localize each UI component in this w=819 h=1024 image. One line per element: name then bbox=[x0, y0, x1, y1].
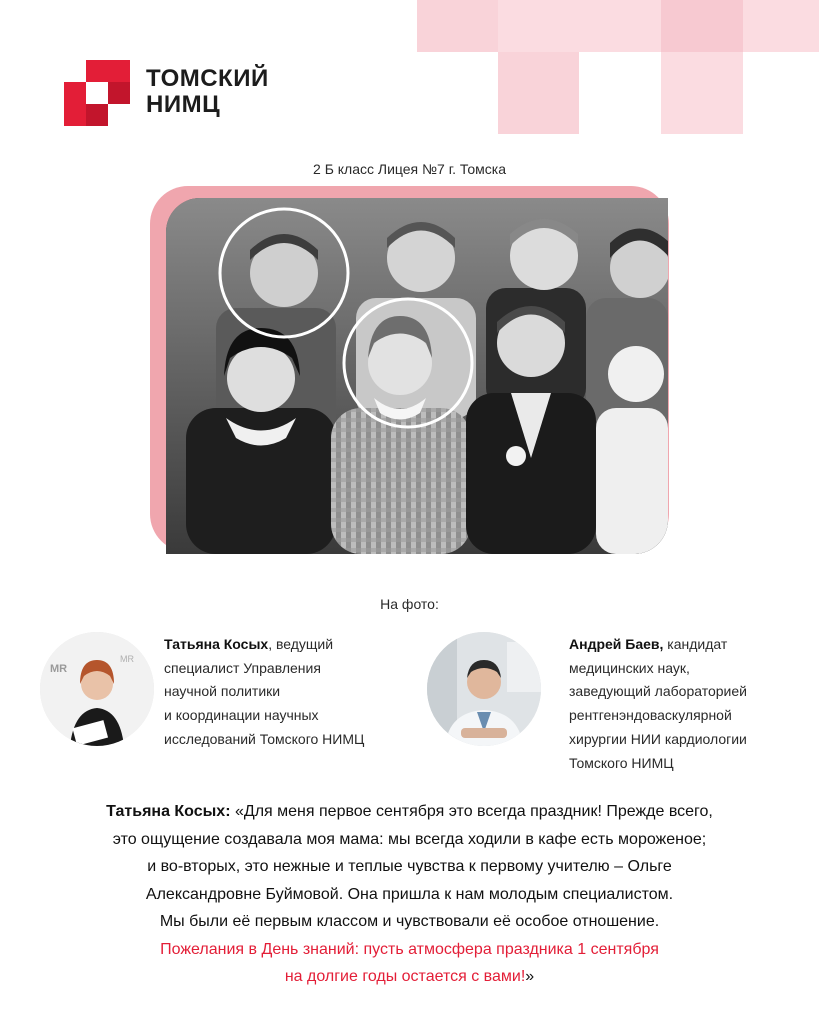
person2-name: Андрей Баев, bbox=[569, 636, 664, 652]
person1-line: и координации научных bbox=[164, 707, 319, 724]
decor-square bbox=[661, 0, 743, 52]
decor-square bbox=[661, 52, 743, 134]
person2-line: хирургии НИИ кардиологии bbox=[569, 730, 747, 747]
logo-line1: ТОМСКИЙ bbox=[146, 65, 269, 92]
wish-line: Пожелания в День знаний: пусть атмосфера праздника 1 сентября bbox=[160, 940, 659, 958]
person2-line: кандидат bbox=[663, 636, 728, 652]
quote-closing: » bbox=[525, 968, 535, 985]
quote-line: и во-вторых, это нежные и теплые чувства к первому учителю – Ольге bbox=[147, 858, 672, 875]
decor-square bbox=[743, 0, 819, 52]
person1-line: научной политики bbox=[164, 683, 281, 700]
quote-line: это ощущение создавала моя мама: мы всегда ходили в кафе есть мороженое; bbox=[112, 830, 707, 848]
photo-caption: 2 Б класс Лицея №7 г. Томска bbox=[313, 161, 506, 177]
logo-icon bbox=[64, 60, 130, 126]
avatar bbox=[40, 632, 154, 746]
svg-text:MR: MR bbox=[50, 663, 68, 675]
quote-line: Мы были её первым классом и чувствовали её особое отношение. bbox=[159, 913, 660, 930]
quote-line: Александровне Буймовой. Она пришла к нам молодым специалистом. bbox=[145, 885, 674, 903]
decor-square bbox=[498, 52, 579, 134]
quote-line: «Для меня первое сентября это всегда праздник! Прежде всего, bbox=[230, 803, 713, 820]
wish-line: на долгие годы остается с вами! bbox=[284, 968, 526, 985]
person2-line: рентгенэндоваскулярной bbox=[569, 707, 732, 724]
svg-text:MR: MR bbox=[120, 654, 134, 664]
person1-line: исследований Томского НИМЦ bbox=[164, 730, 365, 747]
quote-block bbox=[30, 798, 789, 991]
person2-line: медицинских наук, bbox=[569, 659, 690, 676]
person1-line: , ведущий bbox=[268, 636, 334, 652]
quote-author: Татьяна Косых: bbox=[106, 803, 231, 820]
person2-description bbox=[569, 633, 809, 775]
decor-square bbox=[417, 0, 498, 52]
avatar bbox=[427, 632, 541, 746]
class-photo bbox=[166, 198, 668, 554]
logo-line2: НИМЦ bbox=[146, 91, 221, 118]
on-photo-heading: На фото: bbox=[380, 596, 439, 612]
person2-line: Томского НИМЦ bbox=[569, 754, 674, 771]
logo-wordmark bbox=[146, 66, 269, 118]
person2-line: заведующий лабораторией bbox=[569, 683, 747, 700]
person1-name: Татьяна Косых bbox=[164, 636, 269, 652]
person1-description bbox=[164, 633, 404, 752]
decor-square bbox=[498, 0, 661, 52]
person1-line: специалист Управления bbox=[164, 659, 321, 676]
